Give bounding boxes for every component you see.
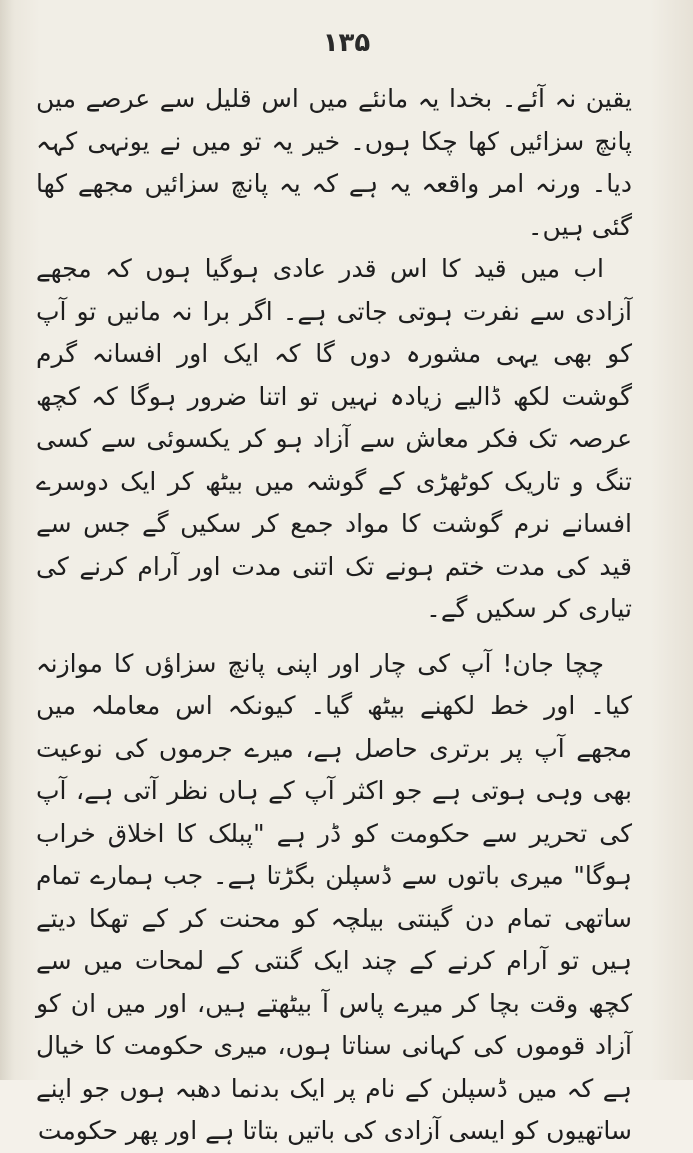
paragraph-3: چچا جان! آپ کی چار اور اپنی پانچ سزاؤں کا موازنہ کیا۔ اور خط لکھنے بیٹھ گیا۔ کیونکہ اس معاملہ میں مجھے آپ پر برتری حاصل ہے، میرے جرموں کی نوعیت بھی وہی ہوتی ہے جو اکثر آپ کے ہاں نظر آتی ہے، آپ کی تحریر سے حکومت کو ڈر ہے "پبلک کا اخلاق خراب ہوگا" میری باتوں سے ڈسپلن بگڑتا ہے۔ جب ہمارے تمام ساتھی تمام دن گینتی بیلچہ کو محنت کر کے تھکا دیتے ہیں تو آرام کرنے کے چند ایک گنتی کے لمحات میں سے کچھ وقت بچا کر میرے پاس آ بیٹھتے ہیں، اور میں ان کو آزاد قوموں کی کہانی سناتا ہوں، میری حکومت کا خیال ہے کہ میں ڈسپلن کے نام پر ایک بدنما دھبہ ہوں جو اپنے ساتھیوں کو ایسی آزادی کی باتیں بتاتا ہے اور پھر حکومت — [36, 648, 632, 1145]
page-body-text — [36, 78, 632, 1153]
paragraph-1: یقین نہ آئے۔ بخدا یہ مانئے میں اس قلیل سے عرصے میں پانچ سزائیں کھا چکا ہوں۔ خیر یہ تو میں نے یونہی کہہ دیا۔ ورنہ امر واقعہ یہ ہے کہ یہ پانچ سزائیں مجھے کھا گئی ہیں۔ — [36, 84, 632, 241]
page-number: ۱۳۵ — [322, 28, 371, 58]
paragraph-2: اب میں قید کا اس قدر عادی ہوگیا ہوں کہ مجھے آزادی سے نفرت ہوتی جاتی ہے۔ اگر برا نہ مانیں تو آپ کو بھی یہی مشورہ دوں گا کہ ایک اور افسانہ گرم گوشت لکھ ڈالیے زیادہ نہیں تو اتنا ضرور ہوگا کہ کچھ عرصہ تک فکر معاش سے آزاد ہو کر یکسوئی سے کسی تنگ و تاریک کوٹھڑی کے گوشہ میں بیٹھ کر ایک دوسرے افسانے نرم گوشت کا مواد جمع کر سکیں گے جس سے قید کی مدت ختم ہونے تک اتنی مدت اور آرام کرنے کی تیاری کر سکیں گے۔ — [36, 254, 632, 623]
